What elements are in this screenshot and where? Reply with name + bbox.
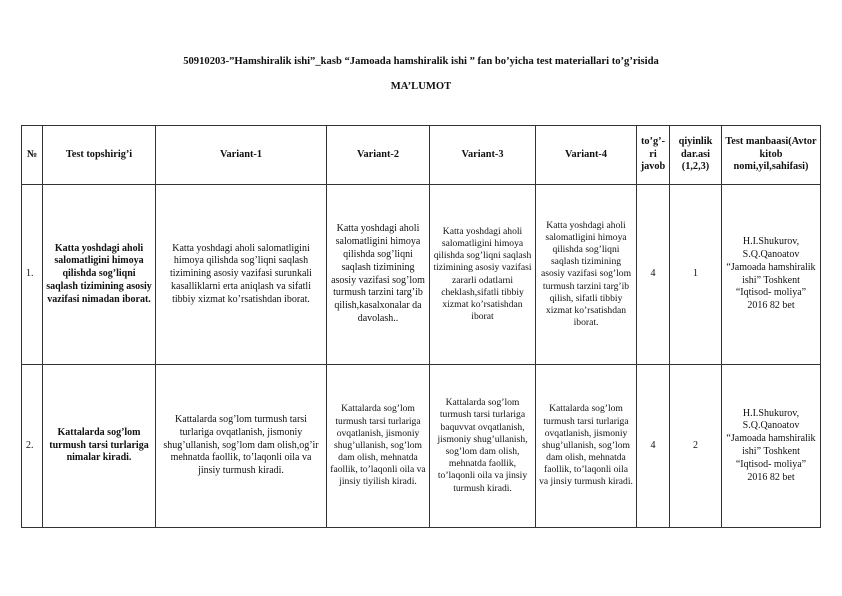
table-row [22,185,821,365]
task-cell: Kattalarda sog’lom turmush tarsi turlariga nimalar kiradi. [43,365,156,528]
variant-1-cell: Kattalarda sog’lom turmush tarsi turlariga ovqatlanish, jismoniy shug’ullanish, sog’lom dam olish,og’ir mehnatda faollik, to’laqonli oila va jinsiy turmush kiradi. [156,365,327,528]
col-header-variant-3: Variant-3 [430,126,536,185]
col-header-correct-answer: to’g’-ri javob [637,126,670,185]
variant-4-cell: Kattalarda sog’lom turmush tarsi turlariga ovqatlanish, jismoniy shug’ullanish, sog’lom dam olish, mehnatda faollik, to’laqonli oila va jinsiy turmush kiradi. [536,365,637,528]
task-cell: Katta yoshdagi aholi salomatligini himoya qilishda sog’liqni saqlash tizimining asosiy vazifasi nimadan iborat. [43,185,156,365]
table-header-row [22,126,821,185]
col-header-variant-2: Variant-2 [327,126,430,185]
col-header-difficulty: qiyinlik dar.asi (1,2,3) [670,126,722,185]
difficulty-cell: 1 [670,185,722,365]
document-title: 50910203-”Hamshiralik ishi”_kasb “Jamoada hamshiralik ishi ” fan bo’yicha test materiallari to’g’risida [183,56,659,67]
row-number: 2. [22,365,43,528]
document-subtitle: MA’LUMOT [390,81,452,92]
variant-3-cell: Kattalarda sog’lom turmush tarsi turlariga baquvvat ovqatlanish, jismoniy shug’ullanish, sog’lom dam olish, mehnatda faollik, to’laqonli oila va jinsiy turmush kiradi. [430,365,536,528]
answer-cell: 4 [637,185,670,365]
col-header-variant-4: Variant-4 [536,126,637,185]
table-row [22,365,821,528]
difficulty-cell: 2 [670,365,722,528]
variant-2-cell: Kattalarda sog’lom turmush tarsi turlariga ovqatlanish, jismoniy shug’ullanish, sog’lom dam olish, mehnatda faollik, to’laqonli oila va jinsiy tiyilish kiradi. [327,365,430,528]
col-header-number: № [22,126,43,185]
row-number: 1. [22,185,43,365]
variant-4-cell: Katta yoshdagi aholi salomatligini himoya qilishda sog’liqni saqlash tizimining asosiy vazifasi sog’lom turmush tarzini targ’ib qilish, sifatli tibbiy xizmat ko’rsatishdan iborat. [536,185,637,365]
variant-1-cell: Katta yoshdagi aholi salomatligini himoya qilishda sog’liqni saqlash tizimining asosiy vazifasi surunkali kasalliklarni erta aniqlash va sifatli tibbiy xizmat ko’rsatishdan iborat. [156,185,327,365]
answer-cell: 4 [637,365,670,528]
test-materials-table [21,125,821,528]
col-header-task: Test topshirig’i [43,126,156,185]
variant-3-cell: Katta yoshdagi aholi salomatligini himoya qilishda sog’liqni saqlash tizimining asosiy vazifasi zararli odatlarni cheklash,sifatli tibbiy xizmat ko’rsatishdan iborat [430,185,536,365]
col-header-source: Test manbaasi(Avtor kitob nomi,yil,sahifasi) [722,126,821,185]
col-header-variant-1: Variant-1 [156,126,327,185]
source-cell: H.I.Shukurov, S.Q.Qanoatov “Jamoada hamshiralik ishi” Toshkent “Iqtisod- moliya” 2016 82 bet [722,185,821,365]
variant-2-cell: Katta yoshdagi aholi salomatligini himoya qilishda sog’liqni saqlash tizimining asosiy vazifasi sog’lom turmush tarzini targ’ib qilish,kasalxonalar da davolash.. [327,185,430,365]
source-cell: H.I.Shukurov, S.Q.Qanoatov “Jamoada hamshiralik ishi” Toshkent “Iqtisod- moliya” 2016 82 bet [722,365,821,528]
